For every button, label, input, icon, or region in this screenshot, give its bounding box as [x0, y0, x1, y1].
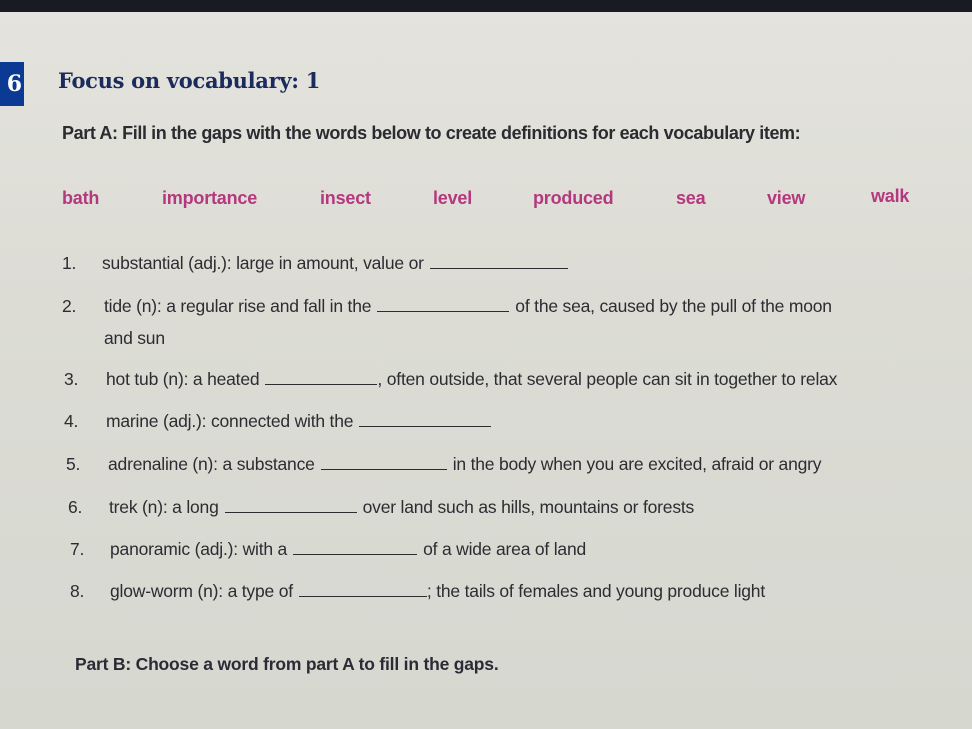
item-text-after: ; the tails of females and young produce light — [426, 581, 766, 601]
gap-blank-3[interactable] — [265, 370, 377, 385]
item-text-after: of a wide area of land — [423, 539, 587, 559]
item-text-after: , often outside, that several people can sit in together to relax — [377, 369, 838, 389]
item-text-continuation: and sun — [104, 328, 165, 348]
item-number: 3. — [64, 369, 79, 389]
word-level: level — [433, 188, 473, 208]
item-text-before: trek (n): a long — [109, 497, 219, 517]
item-number: 1. — [62, 253, 77, 273]
gap-blank-4[interactable] — [359, 412, 491, 427]
item-number: 6. — [68, 497, 83, 517]
item-text-before: glow-worm (n): a type of — [110, 581, 293, 601]
page-title: Focus on vocabulary: 1 — [58, 68, 321, 93]
word-sea: sea — [676, 188, 706, 208]
gap-blank-5[interactable] — [321, 455, 447, 470]
part-b-instruction: Part B: Choose a word from part A to fill in the gaps. — [75, 654, 499, 674]
word-bath: bath — [62, 188, 100, 208]
gap-blank-2[interactable] — [377, 297, 509, 312]
item-number: 4. — [64, 411, 79, 431]
word-walk: walk — [871, 186, 910, 206]
word-insect: insect — [320, 188, 371, 208]
item-text-before: substantial (adj.): large in amount, value or — [102, 253, 424, 273]
item-text-before: adrenaline (n): a substance — [108, 454, 315, 474]
word-importance: importance — [162, 188, 258, 208]
item-text-before: panoramic (adj.): with a — [110, 539, 288, 559]
top-dark-edge — [0, 0, 972, 12]
item-number: 7. — [70, 539, 85, 559]
part-a-instruction: Part A: Fill in the gaps with the words below to create definitions for each vocabulary item: — [62, 123, 801, 143]
item-number: 8. — [70, 581, 85, 601]
item-text-after: over land such as hills, mountains or forests — [362, 497, 695, 517]
word-view: view — [767, 188, 806, 208]
item-text-after: in the body when you are excited, afraid or angry — [452, 454, 822, 474]
item-text-after: of the sea, caused by the pull of the moon — [515, 296, 832, 316]
gap-blank-7[interactable] — [293, 540, 417, 555]
unit-number-badge: 6 — [0, 62, 24, 106]
item-number: 2. — [62, 296, 77, 316]
item-text-before: marine (adj.): connected with the — [106, 411, 354, 431]
gap-blank-1[interactable] — [430, 254, 568, 269]
gap-blank-8[interactable] — [299, 582, 427, 597]
item-text-before: hot tub (n): a heated — [106, 369, 260, 389]
item-number: 5. — [66, 454, 81, 474]
word-produced: produced — [533, 188, 614, 208]
item-text-before: tide (n): a regular rise and fall in the — [104, 296, 372, 316]
gap-blank-6[interactable] — [225, 498, 357, 513]
